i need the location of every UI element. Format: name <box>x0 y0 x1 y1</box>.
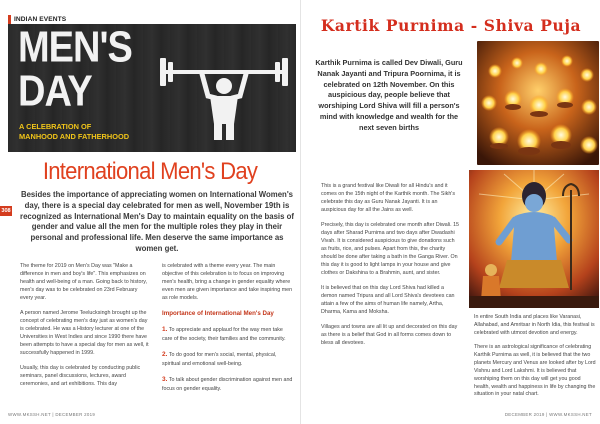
hero-word-mens: MEN'S <box>18 24 132 72</box>
paragraph: The theme for 2019 on Men's Day was "Make a difference in men and boy's life". This emphasizes on health and well-being of a man. Going back to history, men's day was to be celebrated on 23rd February every year. <box>20 263 148 302</box>
diya-lamps-image <box>477 41 599 165</box>
shiva-illustration <box>469 170 599 308</box>
intro-paragraph: Karthik Purnima is called Dev Diwali, Guru Nanak Jayanti and Tripura Poornima, it is celebrated on 12th November. On this auspicious day, people believe that worshiping Lord Shiva will fill a person's mind with knowledge and wealth for the next seven births <box>315 58 463 132</box>
weightlifter-icon <box>158 40 290 140</box>
list-text: To talk about gender discrimination against men and focus on gender equality. <box>162 376 293 392</box>
paragraph: is celebrated with a theme every year. The main objective of this celebration is to focus on improving men's health, bring a change in gender equality where even men are given importance and take inspiring men as role models. <box>162 263 293 302</box>
section-tag-label: INDIAN EVENTS <box>14 15 67 23</box>
list-item <box>162 325 294 343</box>
intro-paragraph: Besides the importance of appreciating women on International Women's day, there is a special day celebrated for men as well, November 19th is recognized as International Men's Day to maintain equality on the basis of gender and value all the men for the multiple roles they play in their personal and professional life. Men deserve the same importance as women get. <box>20 190 294 253</box>
subheading: Importance of International Men's Day <box>162 310 274 318</box>
list-number: 2. <box>162 351 168 359</box>
list-text: To do good for men's social, mental, physical, spiritual and emotional well-being. <box>162 352 277 367</box>
list-text: To appreciate and applaud for the way men take care of the society, their families and the community. <box>162 327 286 343</box>
body-column-1 <box>20 262 150 395</box>
hero-word-day: DAY <box>18 67 92 116</box>
hero-tagline-2: MANHOOD AND FATHERHOOD <box>19 132 130 141</box>
list-number: 1. <box>162 326 168 334</box>
paragraph: A person named Jerome Teelucksingh brought up the concept of celebrating men's day just as women's day is celebrated. He was a History lecturer at one of the Universities in West Indies and since 1990 there have been attempts to have a special day for men as well, it successfully happened in 1999. <box>20 310 149 357</box>
hero-tagline-1: A CELEBRATION OF <box>19 122 92 131</box>
page-title: International Men's Day <box>42 158 258 185</box>
list-number: 3. <box>162 375 168 383</box>
list-item <box>162 375 294 393</box>
right-footer: DECEMBER 2019 | WWW.MKSSH.NET <box>504 412 592 417</box>
paragraph: This is a grand festival like Diwali for all Hindu's and it comes on the 15th night of the Karthik month. The Sikh's celebrate this day as Guru Nanak Jayanti. It is an auspicious day for all the Jains as well. <box>321 183 455 214</box>
section-tag-bar <box>8 15 11 24</box>
paragraph: Precisely, this day is celebrated one month after Diwali. 15 days after Sharad Purnima and two days after Dwadashi Vivah. It is considered auspicious to give donations such as fruits, rice, and pulses. Apart from this, the charity should be done after taking a bath in the Ganga River. On this day it is good to light lamps in your house and give clothes or Dakshina to a Brahmin, aunt, and sister. <box>321 222 460 277</box>
mens-day-hero-image <box>8 24 296 152</box>
left-footer: WWW.MKSSH.NET | DECEMBER 2019 <box>8 412 96 417</box>
list-item <box>162 350 294 368</box>
page-title: Kartik Purnima - Shiva Puja <box>320 16 582 35</box>
section-tag <box>8 14 66 24</box>
paragraph: It is believed that on this day Lord Shiva had killed a demon named Tripura and all Lord Shiva's devotees can attain a few of the aims of human life namely, Artha, Dharma, Kama and Moksha. <box>321 285 455 316</box>
body-column-1 <box>321 182 461 354</box>
paragraph: In entire South India and places like Varanasi, Allahabad, and Amritsar in North Idia, this festival is celebrated with utmost devotion and energy. <box>474 314 595 336</box>
paragraph: Villages and towns are all lit up and decorated on this day as there is a belief that God in all forms comes down to bless all devotees. <box>321 324 458 347</box>
right-page <box>300 0 600 424</box>
page-number-badge: 308 <box>1 208 11 214</box>
body-column-2 <box>474 314 596 405</box>
body-column-2 <box>162 262 294 400</box>
paragraph: There is an astrological significance of celebrating Karthik Purnima as well, it is believed that the two planets Mercury and Venus are looked after by Lord Vishnu and Lord Lakshmi. It is believed that worshiping them on this day will get you good health, wealth and happiness in life by changing the situation in your natal chart. <box>474 343 596 398</box>
paragraph: Usually, this day is celebrated by conducting public seminars, panel discussions, lectures, award ceremonies, and art exhibitions. This day <box>20 365 141 388</box>
